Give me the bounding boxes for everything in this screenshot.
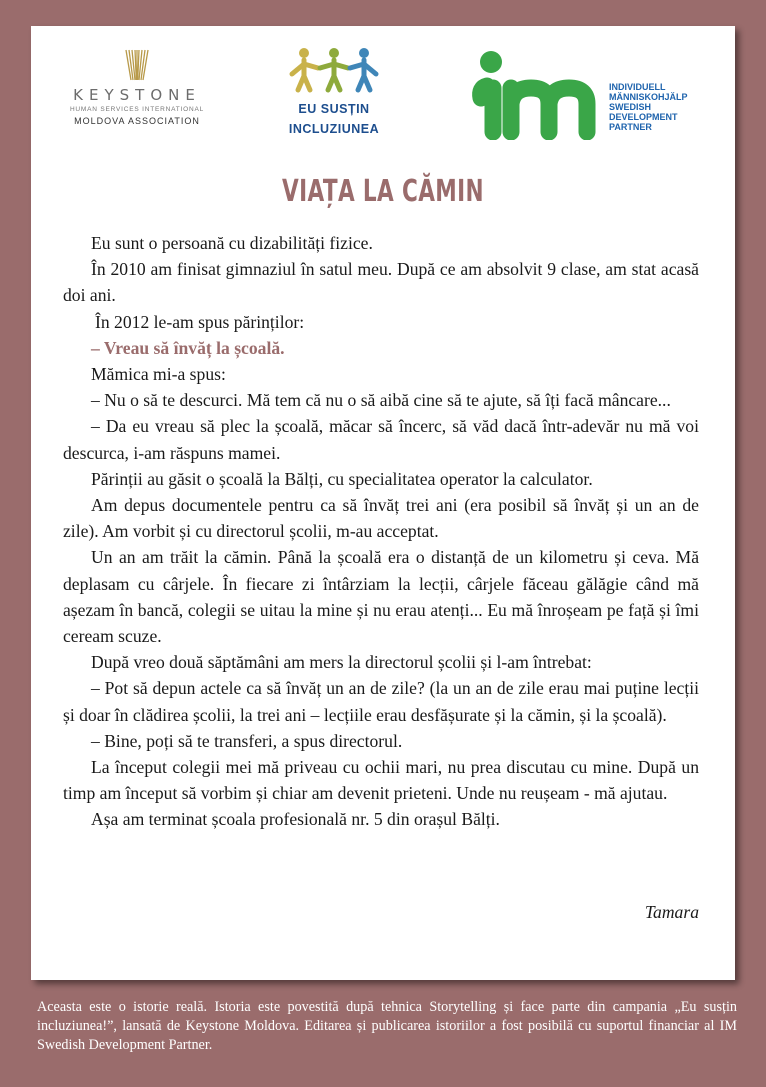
im-logo [469,48,719,140]
im-line3: SWEDISH [609,102,652,112]
paragraph: – Da eu vreau să plec la școală, măcar să încerc, să văd dacă într-adevăr nu mă voi descurca, i-am răspuns mamei. [63,416,699,463]
paragraph: În 2010 am finisat gimnaziul în satul meu. După ce am absolvit 9 clase, am stat acasă doi ani. [63,259,699,306]
paragraph: Un an am trăit la cămin. Până la școală era o distanță de un kilometru și ceva. Mă deplasam cu cârjele. În fiecare zi întârziam la lecții, cârjele făceau gălăgie când mă așezam în bancă, colegii se uitau la mine și nu erau atenți... Eu mă înroșeam pe față și îmi ceream scuze. [63,547,699,647]
im-letters-icon [469,48,609,140]
im-line4: DEVELOPMENT [609,112,678,122]
paragraph: – Pot să depun actele ca să învăț un an de zile? (la un an de zile erau mai puține lecții și doar în clădirea școlii, la trei ani – lecțiile erau desfășurate și la cămin, și la școală). [63,678,699,725]
paragraph: În 2012 le-am spus părinților: [95,311,305,332]
signature: Tamara [644,902,699,922]
keystone-name: KEYSTONE [73,86,201,104]
im-line1: INDIVIDUELL [609,82,666,92]
people-holding-hands-icon [284,46,384,94]
story-body [63,230,699,833]
eu-sustin-line1: EU SUSȚIN [298,102,370,116]
story-title: VIAȚA LA CĂMIN [282,174,484,209]
keystone-subtitle: HUMAN SERVICES INTERNATIONAL [69,106,205,113]
eu-sustin-line2: INCLUZIUNEA [288,122,380,136]
keystone-emblem-icon [122,48,152,82]
paragraph: Am depus documentele pentru ca să învăț trei ani (era posibil să învăț și un an de zile). Am vorbit și cu directorul școlii, m-au acceptat. [63,495,699,542]
eu-sustin-logo [279,46,389,139]
paragraph-emphasis: – Vreau să învăț la școală. [91,337,285,358]
footer-note: Aceasta este o istorie reală. Istoria este povestită după tehnica Storytelling și face parte din campania „Eu susțin incluziunea!”, lansată de Keystone Moldova. Editarea și publicarea istoriilor a fost posibilă cu suportul financiar al IM Swedish Development Partner. [37,999,737,1053]
paragraph: Eu sunt o persoană cu dizabilități fizice. [91,233,373,253]
im-line2: MÄNNISKOHJÄLP [609,92,688,102]
keystone-association: MOLDOVA ASSOCIATION [74,116,200,126]
paragraph: – Nu o să te descurci. Mă tem că nu o să aibă cine să te ajute, să îți facă mâncare... [91,390,671,411]
paragraph: Așa am terminat școala profesională nr. 5 din orașul Bălți. [91,809,500,830]
story-card [31,26,735,980]
im-caption [609,82,688,132]
paragraph: Părinții au găsit o școală la Bălți, cu specialitatea operator la calculator. [91,468,593,489]
im-line5: PARTNER [609,122,652,132]
paragraph: – Bine, poți să te transferi, a spus directorul. [91,730,403,751]
paragraph: La început colegii mei mă priveau cu ochii mari, nu prea discutau cu mine. După un timp am început să vorbim și chiar am devenit prieteni. Unde nu reușeam - mă ajutau. [63,757,699,804]
paragraph: Mămica mi-a spus: [91,364,226,385]
keystone-logo [67,48,207,126]
paragraph: După vreo două săptămâni am mers la directorul școlii și l-am întrebat: [91,652,592,673]
